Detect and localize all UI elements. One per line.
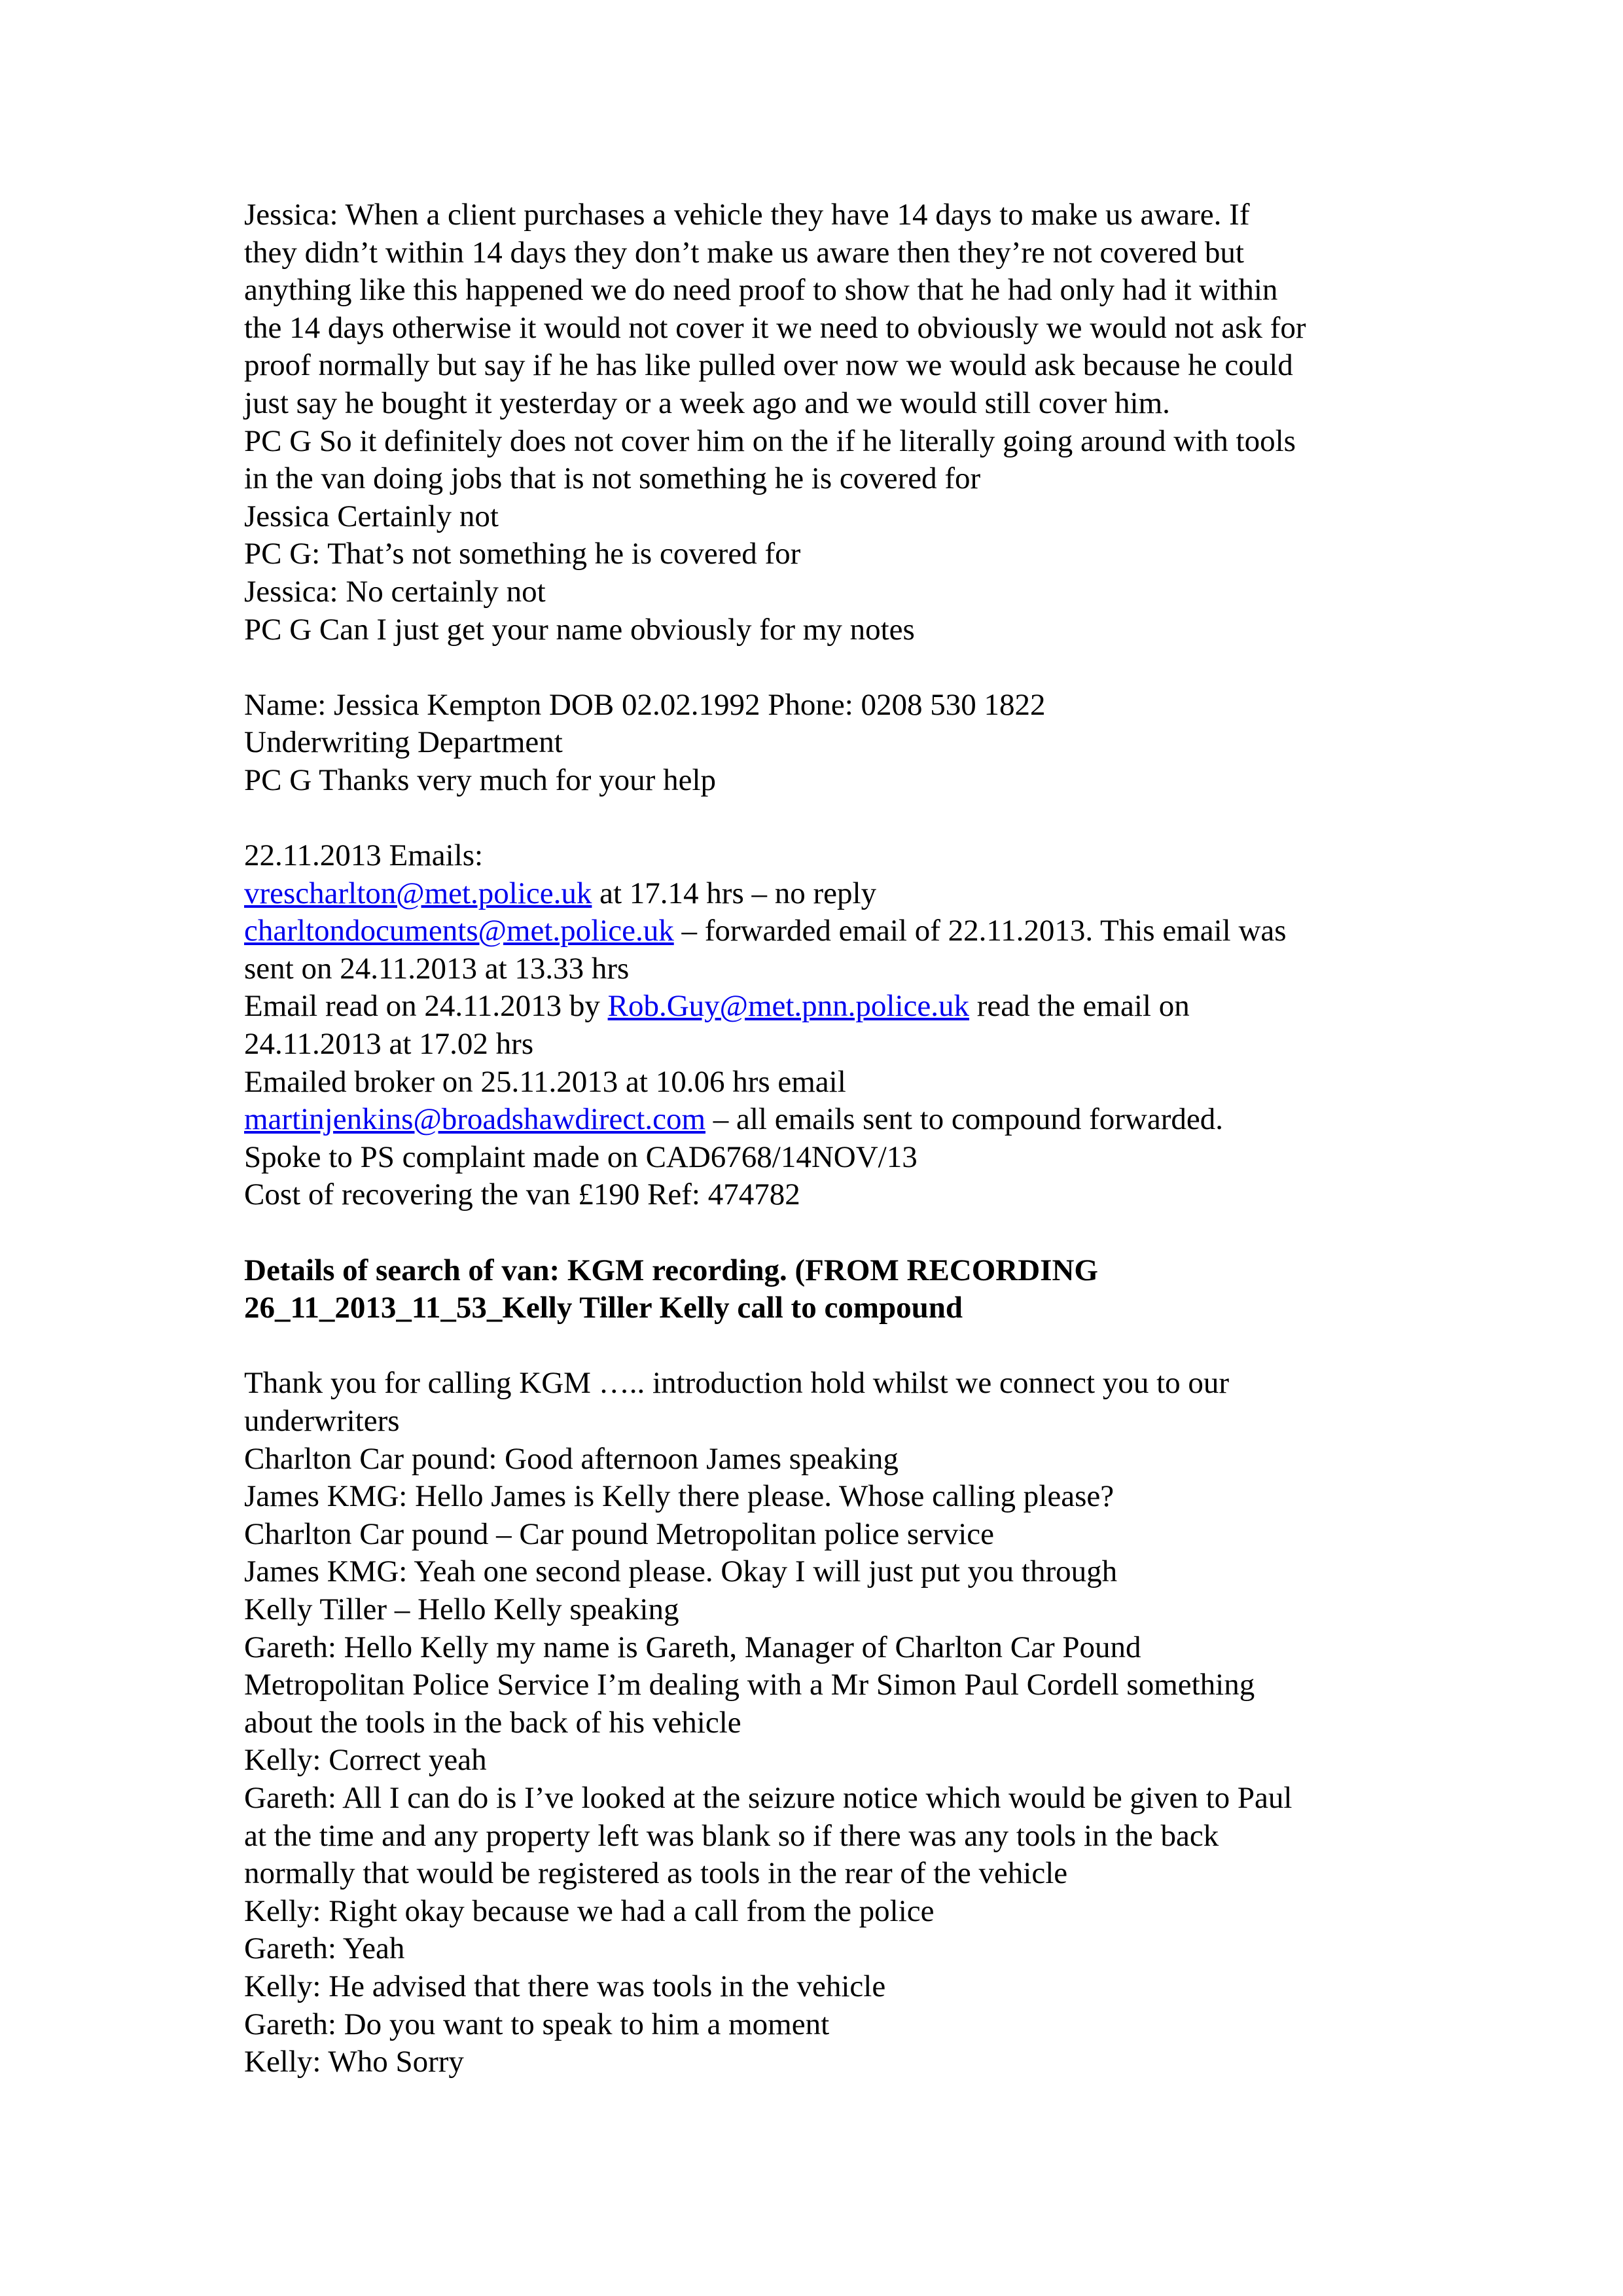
vres-email-link[interactable]: vrescharlton@met.police.uk [244,876,592,910]
read-email-link[interactable]: Rob.Guy@met.pnn.police.uk [607,989,970,1024]
email-note: read the email on [969,989,1190,1024]
call-transcript [244,1365,1396,2081]
document-page [244,196,1396,2081]
transcript-line: normally that would be registered as tools in the rear of the vehicle [244,1856,1068,1891]
transcript-line: about the tools in the back of his vehicle [244,1705,741,1740]
paragraph-spacer [244,1327,1396,1365]
text-line: just say he bought it yesterday or a week ago and we would still cover him. [244,386,1170,420]
paragraph-spacer [244,1214,1396,1252]
transcript-line: Kelly: He advised that there was tools in the vehicle [244,1969,886,2003]
transcript-line: Kelly Tiller – Hello Kelly speaking [244,1592,679,1626]
transcript-line: Kelly: Who Sorry [244,2045,464,2079]
insurer-conversation [244,196,1396,649]
text-line: Cost of recovering the van £190 Ref: 474782 [244,1177,800,1212]
contact-details [244,687,1396,800]
emails-heading: 22.11.2013 Emails: [244,838,484,873]
text-line: 24.11.2013 at 17.02 hrs [244,1027,534,1062]
email-note: – all emails sent to compound forwarded. [705,1102,1223,1137]
search-heading [244,1252,1396,1327]
heading-line: Details of search of van: KGM recording. (FROM RECORDING [244,1253,1098,1287]
transcript-line: Gareth: Do you want to speak to him a moment [244,2007,830,2041]
transcript-line: Charlton Car pound: Good afternoon James speaking [244,1441,899,1476]
documents-email-link[interactable]: charltondocuments@met.police.uk [244,914,674,948]
email-line [244,988,1396,1026]
emails-section [244,837,1396,1214]
text-line: proof normally but say if he has like pulled over now we would ask because he could [244,348,1293,383]
paragraph-spacer [244,800,1396,838]
email-note: at 17.14 hrs – no reply [592,876,877,910]
transcript-line: at the time and any property left was blank so if there was any tools in the back [244,1818,1219,1853]
transcript-line: Charlton Car pound – Car pound Metropolitan police service [244,1516,995,1551]
text-line: Emailed broker on 25.11.2013 at 10.06 hrs email [244,1064,846,1099]
text-line: sent on 24.11.2013 at 13.33 hrs [244,951,630,986]
transcript-line: James KMG: Hello James is Kelly there please. Whose calling please? [244,1479,1115,1514]
transcript-line: Gareth: All I can do is I’ve looked at the seizure notice which would be given to Paul [244,1780,1293,1815]
thanks-line: PC G Thanks very much for your help [244,762,716,797]
transcript-line: James KMG: Yeah one second please. Okay I will just put you through [244,1554,1118,1589]
transcript-line: Gareth: Yeah [244,1931,405,1966]
text-line: in the van doing jobs that is not something he is covered for [244,461,981,496]
text-line: anything like this happened we do need proof to show that he had only had it within [244,273,1278,308]
heading-line: 26_11_2013_11_53_Kelly Tiller Kelly call to compound [244,1291,963,1325]
text-line: Jessica: No certainly not [244,574,546,609]
email-line [244,912,1396,950]
transcript-line: Kelly: Correct yeah [244,1743,487,1778]
transcript-line: Kelly: Right okay because we had a call from the police [244,1893,935,1928]
text-line: PC G: That’s not something he is covered for [244,537,801,571]
contact-name-line: Name: Jessica Kempton DOB 02.02.1992 Phone: 0208 530 1822 [244,687,1046,722]
email-note: Email read on 24.11.2013 by [244,989,608,1024]
text-line: PC G So it definitely does not cover him on the if he literally going around with tools [244,423,1296,458]
text-line: Jessica Certainly not [244,499,499,533]
text-line: PC G Can I just get your name obviously for my notes [244,612,915,647]
transcript-line: Gareth: Hello Kelly my name is Gareth, Manager of Charlton Car Pound [244,1630,1141,1664]
email-line [244,875,1396,913]
text-line: Jessica: When a client purchases a vehicle they have 14 days to make us aware. If [244,198,1250,232]
transcript-line: Metropolitan Police Service I’m dealing with a Mr Simon Paul Cordell something [244,1668,1255,1702]
transcript-line: underwriters [244,1404,400,1438]
transcript-line: Thank you for calling KGM ….. introduction hold whilst we connect you to our [244,1366,1230,1401]
paragraph-spacer [244,649,1396,687]
text-line: the 14 days otherwise it would not cover it we need to obviously we would not ask for [244,310,1306,345]
email-note: – forwarded email of 22.11.2013. This email was [673,914,1287,948]
department-line: Underwriting Department [244,725,563,760]
text-line: they didn’t within 14 days they don’t make us aware then they’re not covered but [244,235,1244,270]
email-line [244,1101,1396,1139]
broker-email-link[interactable]: martinjenkins@broadshawdirect.com [244,1102,705,1137]
text-line: Spoke to PS complaint made on CAD6768/14NOV/13 [244,1139,918,1174]
